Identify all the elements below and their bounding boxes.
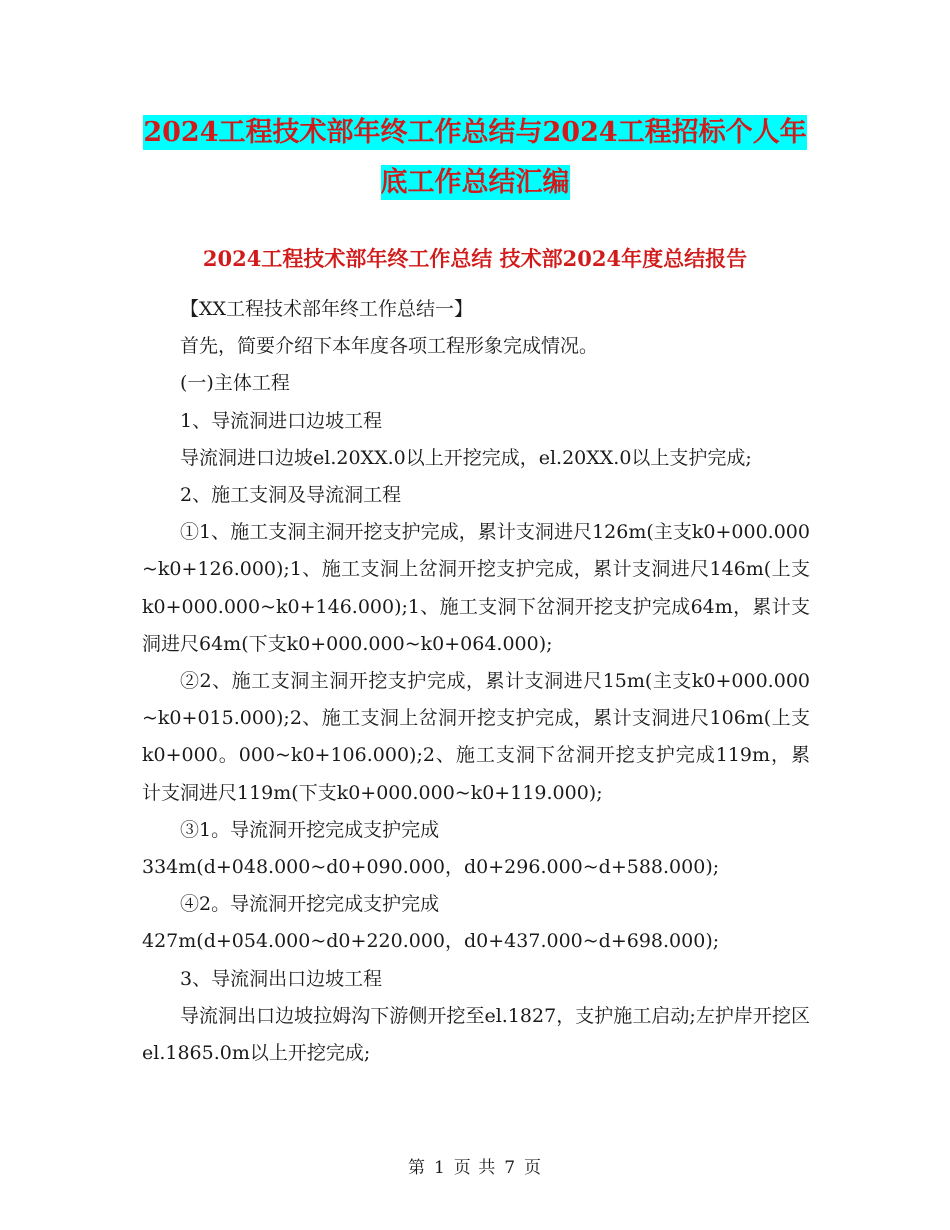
page-number: 1 xyxy=(433,1158,446,1178)
page-footer xyxy=(0,1153,950,1178)
paragraph: ②2、施工支洞主洞开挖支护完成，累计支洞进尺15m(主支k0+000.000~k0+015.000);2、施工支洞上岔洞开挖支护完成，累计支洞进尺106m(上支k0+000。000~k0+106.000);2、施工支洞下岔洞开挖支护完成119m，累计支洞进尺119m(下支k0+000.000~k0+119.000); xyxy=(142,670,810,804)
paragraph: 导流洞出口边坡拉姆沟下游侧开挖至el.1827，支护施工启动;左护岸开挖区el.1865.0m以上开挖完成; xyxy=(142,1004,810,1065)
total-pages: 7 xyxy=(504,1158,517,1178)
footer-prefix: 第 xyxy=(407,1158,426,1178)
paragraph: 3、导流洞出口边坡工程 xyxy=(180,967,383,990)
paragraph: 【XX工程技术部年终工作总结一】 xyxy=(180,298,474,320)
paragraph: 1、导流洞进口边坡工程 xyxy=(180,409,383,432)
title-line-2: 底工作总结汇编 xyxy=(380,167,570,198)
document-subtitle: 2024工程技术部年终工作总结 技术部2024年度总结报告 xyxy=(202,246,748,271)
paragraph: 2、施工支洞及导流洞工程 xyxy=(180,484,402,507)
paragraph: ④2。导流洞开挖完成支护完成 xyxy=(180,893,440,916)
document-body xyxy=(142,291,810,1072)
paragraph: 首先，简要介绍下本年度各项工程形象完成情况。 xyxy=(180,335,599,358)
paragraph: 334m(d+048.000~d0+090.000，d0+296.000~d+588.000); xyxy=(142,856,720,879)
paragraph: ③1。导流洞开挖完成支护完成 xyxy=(180,818,440,841)
paragraph: (一)主体工程 xyxy=(180,372,290,395)
footer-middle: 页 共 xyxy=(453,1158,497,1178)
document-title xyxy=(140,108,810,208)
footer-suffix: 页 xyxy=(524,1158,543,1178)
paragraph: 427m(d+054.000~d0+220.000，d0+437.000~d+698.000); xyxy=(142,930,720,953)
paragraph: ①1、施工支洞主洞开挖支护完成，累计支洞进尺126m(主支k0+000.000~k0+126.000);1、施工支洞上岔洞开挖支护完成，累计支洞进尺146m(上支k0+000.000~k0+146.000);1、施工支洞下岔洞开挖支护完成64m，累计支洞进尺64m(下支k0+000.000~k0+064.000); xyxy=(142,521,810,655)
title-line-1: 2024工程技术部年终工作总结与2024工程招标个人年 xyxy=(143,117,807,148)
paragraph: 导流洞进口边坡el.20XX.0以上开挖完成，el.20XX.0以上支护完成; xyxy=(180,446,752,469)
